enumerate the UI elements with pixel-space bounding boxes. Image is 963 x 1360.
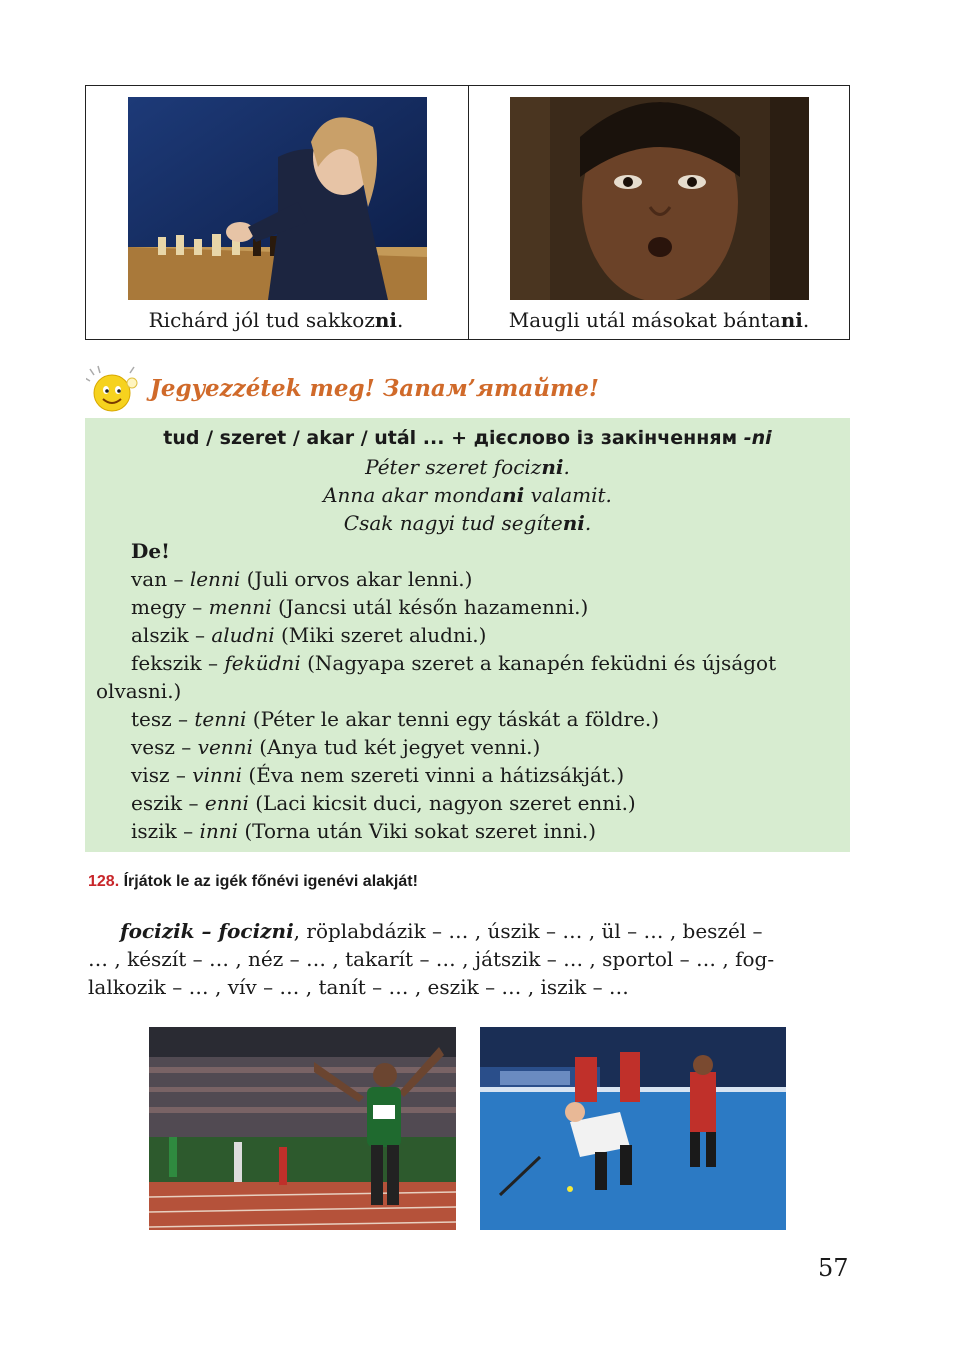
example-line: Péter szeret focizni.: [365, 455, 570, 479]
verb-pair-continuation: olvasni.): [96, 679, 182, 703]
right-caption: Maugli utál másokat bántani.: [508, 308, 810, 332]
verb-pair: iszik – inni (Torna után Viki sokat szeret inni.): [131, 819, 597, 843]
smiley-icon: [86, 365, 141, 415]
exercise-line-1: focizik – focizni, röplabdázik – … , úszik – … , ül – … , beszél –: [120, 919, 763, 943]
example-line: Csak nagyi tud segíteni.: [343, 511, 592, 535]
mowgli-photo: [510, 97, 809, 300]
left-caption: Richárd jól tud sakkozni.: [148, 308, 404, 332]
verb-pair: alszik – aludni (Miki szeret aludni.): [131, 623, 487, 647]
verb-pair: visz – vinni (Éva nem szereti vinni a hátizsákját.): [131, 763, 625, 787]
exercise-title: 128. Írjátok le az igék főnévi igenévi alakját!: [88, 873, 418, 890]
rule-line: tud / szeret / akar / utál ... + дієслово із закінченням -ni: [163, 427, 772, 449]
verb-pair: van – lenni (Juli orvos akar lenni.): [131, 567, 473, 591]
example-line: Anna akar mondani valamit.: [323, 483, 612, 507]
page-number: 57: [818, 1254, 849, 1282]
rule-box: [85, 418, 850, 852]
note-heading: Jegyezzétek meg! Запам’ятайте!: [150, 375, 600, 402]
photo-table: [85, 85, 850, 340]
verb-pair: fekszik – feküdni (Nagyapa szeret a kanapén feküdni és újságot: [131, 651, 777, 675]
verb-pair: tesz – tenni (Péter le akar tenni egy táskát a földre.): [131, 707, 660, 731]
hockey-photo: [480, 1027, 786, 1230]
verb-pair: eszik – enni (Laci kicsit duci, nagyon szeret enni.): [131, 791, 636, 815]
exercise-line-2: … , készít – … , néz – … , takarít – … , játszik – … , sportol – … , fog-: [88, 947, 775, 971]
table-divider: [468, 86, 469, 339]
exercise-line-3: lalkozik – … , vív – … , tanít – … , eszik – … , iszik – …: [88, 975, 629, 999]
de-label: De!: [131, 539, 170, 563]
chess-player-photo: [128, 97, 427, 300]
runner-photo: [149, 1027, 456, 1230]
verb-pair: megy – menni (Jancsi utál későn hazamenni.): [131, 595, 589, 619]
verb-pair: vesz – venni (Anya tud két jegyet venni.): [131, 735, 541, 759]
